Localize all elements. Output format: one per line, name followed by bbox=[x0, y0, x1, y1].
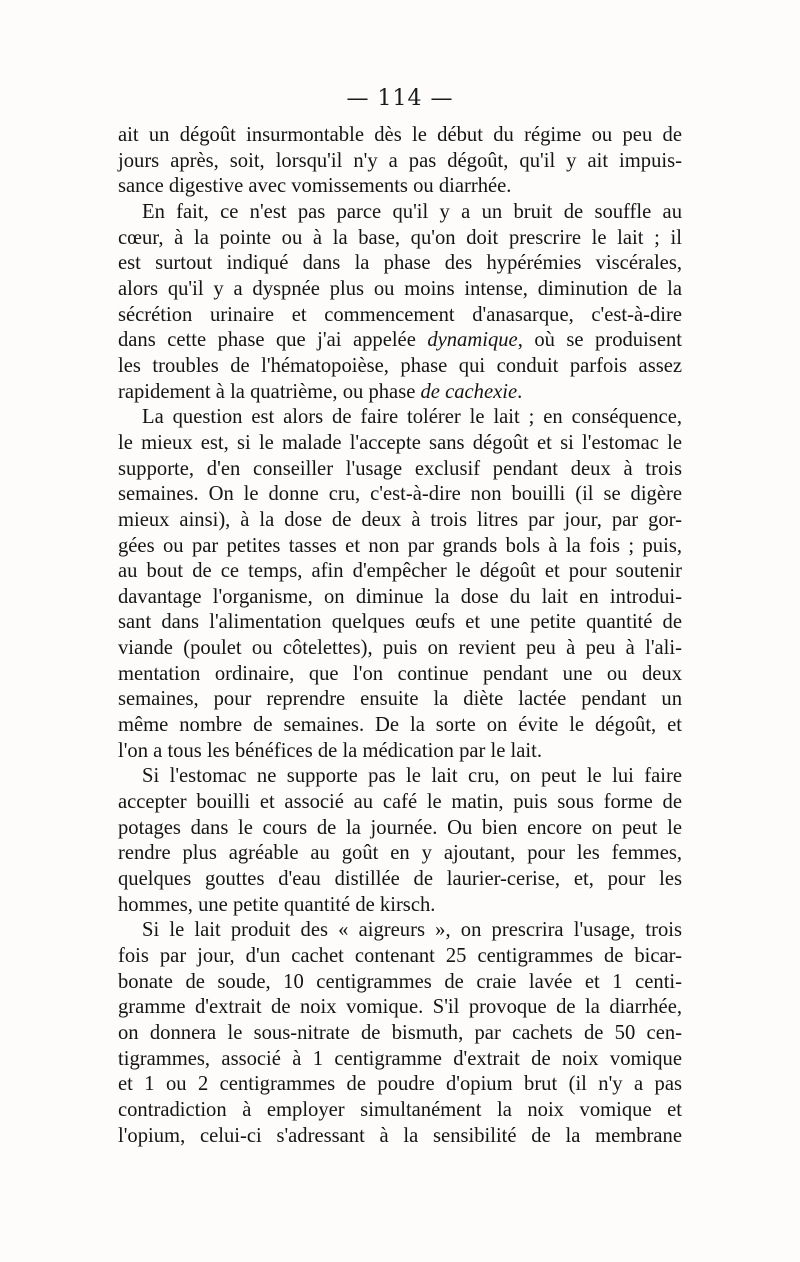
text-line: semaines. On le donne cru, c'est-à-dire non bouilli (il se digère bbox=[118, 483, 682, 506]
text-line: tigrammes, associé à 1 centigramme d'extrait de noix vomique bbox=[118, 1047, 682, 1070]
text-line: mieux ainsi), à la dose de deux à trois litres par jour, par gor- bbox=[118, 508, 682, 531]
text-line: alors qu'il y a dyspnée plus ou moins intense, diminution de la bbox=[118, 277, 682, 300]
text-line: les troubles de l'hématopoièse, phase qui conduit parfois assez bbox=[118, 354, 682, 377]
text-line: sécrétion urinaire et commencement d'anasarque, c'est-à-dire bbox=[118, 303, 682, 326]
body-text bbox=[118, 123, 682, 1149]
text-line: En fait, ce n'est pas parce qu'il y a un bruit de souffle au bbox=[142, 200, 682, 223]
italic-term: de cachexie bbox=[420, 380, 518, 403]
text-line: mentation ordinaire, que l'on continue pendant une ou deux bbox=[118, 662, 682, 685]
page-number: — 114 — bbox=[346, 86, 454, 111]
text-line: hommes, une petite quantité de kirsch. bbox=[118, 893, 436, 916]
text-line: potages dans le cours de la journée. Ou bien encore on peut le bbox=[118, 816, 682, 839]
text-line: ait un dégoût insurmontable dès le début du régime ou peu de bbox=[118, 124, 682, 146]
text-line: l'on a tous les bénéfices de la médication par le lait. bbox=[118, 739, 543, 762]
text-line: davantage l'organisme, on diminue la dose du lait en introdui- bbox=[118, 585, 682, 608]
text-line: on donnera le sous-nitrate de bismuth, par cachets de 50 cen- bbox=[118, 1021, 682, 1044]
text-line bbox=[118, 328, 682, 354]
text-line: viande (poulet ou côtelettes), puis on revient peu à peu à l'ali- bbox=[118, 637, 682, 660]
paragraph bbox=[118, 405, 682, 764]
paragraph bbox=[118, 200, 682, 405]
text-line: semaines, pour reprendre ensuite la diète lactée pendant un bbox=[118, 688, 682, 711]
paragraph bbox=[118, 918, 682, 1149]
text-segment: dans cette phase que j'ai appelée bbox=[118, 329, 428, 352]
text-line: bonate de soude, 10 centigrammes de craie lavée et 1 centi- bbox=[118, 970, 682, 993]
text-line: cœur, à la pointe ou à la base, qu'on doit prescrire le lait ; il bbox=[118, 226, 682, 249]
text-segment: , où se produisent bbox=[517, 329, 682, 352]
text-line: Si le lait produit des « aigreurs », on prescrira l'usage, trois bbox=[142, 919, 682, 942]
text-line: rendre plus agréable au goût en y ajoutant, pour les femmes, bbox=[118, 842, 682, 865]
text-segment: rapidement à la quatrième, ou phase bbox=[118, 380, 421, 403]
text-line: jours après, soit, lorsqu'il n'y a pas dégoût, qu'il y ait impuis- bbox=[118, 149, 682, 172]
text-line: quelques gouttes d'eau distillée de laurier-cerise, et, pour les bbox=[118, 868, 682, 891]
italic-term: dynamique bbox=[427, 329, 518, 352]
paragraph bbox=[118, 764, 682, 918]
text-line: l'opium, celui-ci s'adressant à la sensibilité de la membrane bbox=[118, 1124, 682, 1147]
text-line: le mieux est, si le malade l'accepte sans dégoût et si l'estomac le bbox=[118, 431, 682, 454]
text-line: est surtout indiqué dans la phase des hypérémies viscérales, bbox=[118, 252, 682, 275]
text-line: contradiction à employer simultanément la noix vomique et bbox=[118, 1098, 682, 1121]
text-segment: . bbox=[517, 380, 523, 403]
text-line bbox=[118, 380, 682, 406]
text-line: au bout de ce temps, afin d'empêcher le dégoût et pour soutenir bbox=[118, 560, 682, 583]
text-line: sant dans l'alimentation quelques œufs et une petite quantité de bbox=[118, 611, 682, 634]
text-line: supporte, d'en conseiller l'usage exclusif pendant deux à trois bbox=[118, 457, 682, 480]
text-line: Si l'estomac ne supporte pas le lait cru, on peut le lui faire bbox=[142, 765, 682, 788]
paragraph bbox=[118, 123, 682, 200]
text-line: même nombre de semaines. De la sorte on évite le dégoût, et bbox=[118, 714, 682, 737]
text-line: fois par jour, d'un cachet contenant 25 centigrammes de bicar- bbox=[118, 945, 682, 967]
text-line: et 1 ou 2 centigrammes de poudre d'opium brut (il n'y a pas bbox=[118, 1073, 682, 1096]
text-line: gées ou par petites tasses et non par grands bols à la fois ; puis, bbox=[118, 534, 682, 557]
text-line: gramme d'extrait de noix vomique. S'il provoque de la diarrhée, bbox=[118, 996, 682, 1019]
text-line: sance digestive avec vomissements ou diarrhée. bbox=[118, 175, 512, 198]
text-line: La question est alors de faire tolérer le lait ; en conséquence, bbox=[142, 406, 682, 429]
text-line: accepter bouilli et associé au café le matin, puis sous forme de bbox=[118, 791, 682, 814]
